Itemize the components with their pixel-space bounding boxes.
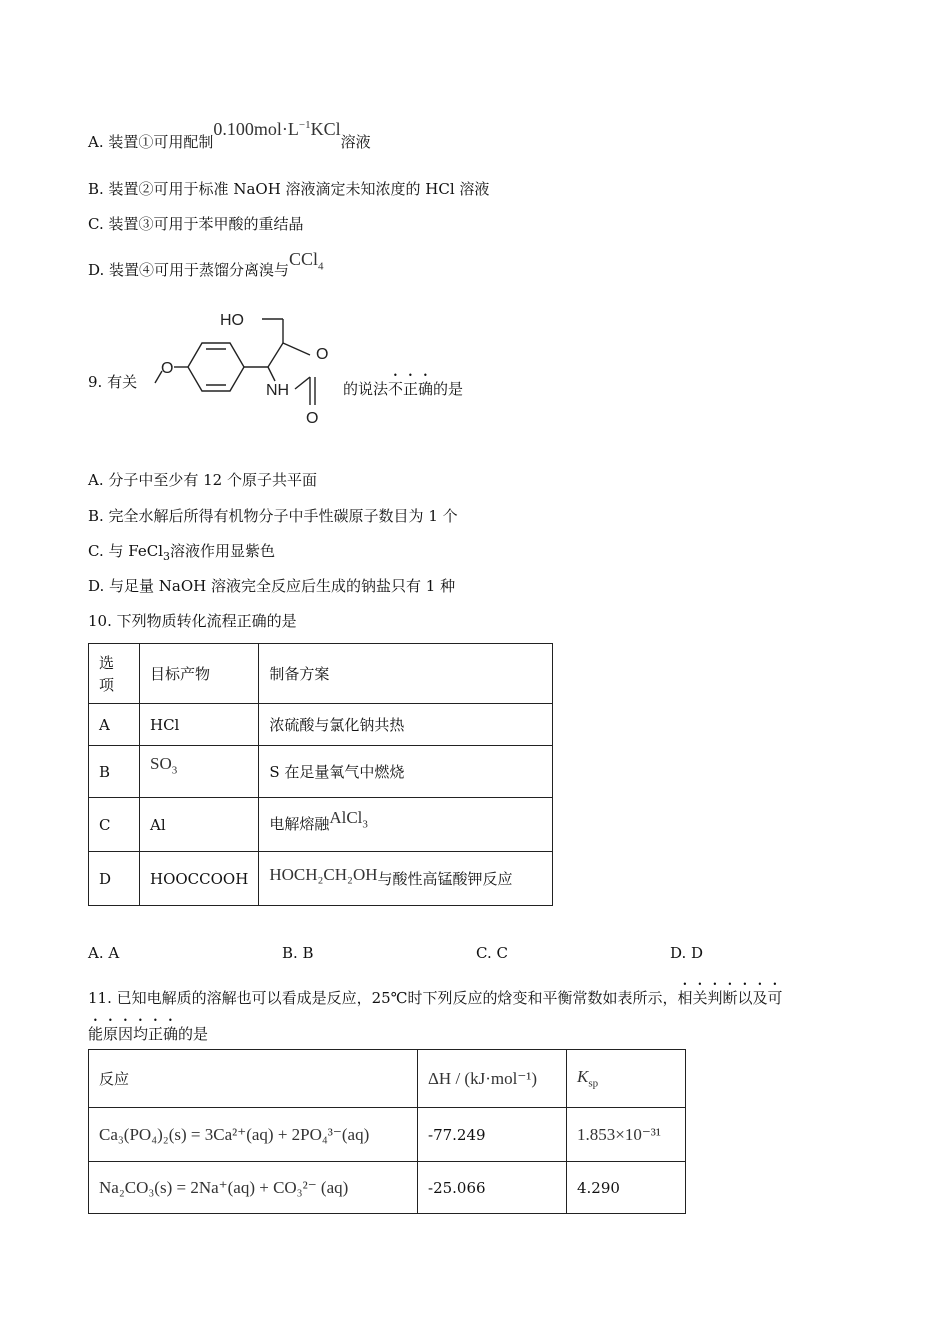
table-row [89, 798, 553, 852]
cell-enthalpy: -77.249 [418, 1108, 567, 1162]
q9-mol-label-o2: O [316, 346, 329, 363]
q9-molecule-structure [150, 305, 340, 435]
cell-reaction: Ca₃(PO₄)₂(s) = 3Ca²⁺(aq) + 2PO₄³⁻(aq) [89, 1108, 418, 1162]
table-header-row [89, 644, 553, 704]
table-row [89, 704, 553, 746]
q9-option-c: C. 与 FeCl$_3$溶液作用显紫色 [88, 542, 276, 563]
table-row [89, 852, 553, 906]
cell-reaction: Na₂CO₃(s) = 2Na⁺(aq) + CO₃²⁻ (aq) [89, 1162, 418, 1214]
q8-option-c: C. 装置③可用于苯甲酸的重结晶 [88, 215, 304, 233]
q11-emphasis-1: 相关判断以及可 [677, 989, 783, 1007]
cell-product: HOOCCOOH [140, 852, 259, 906]
q9-mol-label-o1: O [161, 360, 174, 377]
cell-option: D [89, 852, 140, 906]
q9-option-d: D. 与足量 NaOH 溶液完全反应后生成的钠盐只有 1 种 [88, 577, 456, 595]
cell-option: C [89, 798, 140, 852]
q10-choice-d: D. D [670, 944, 704, 962]
header-reaction: 反应 [89, 1050, 418, 1108]
q10-choice-c: C. C [476, 944, 508, 962]
cell-option: B [89, 746, 140, 798]
table-row [89, 1108, 686, 1162]
q9-mol-label-o3: O [306, 410, 319, 427]
table-row [89, 746, 553, 798]
cell-plan: 电解熔融AlCl$_3$ [259, 798, 553, 852]
q8-option-d: D. 装置④可用于蒸馏分离溴与CCl$_4$ [88, 249, 324, 279]
cell-enthalpy: -25.066 [418, 1162, 567, 1214]
q8-option-b: B. 装置②可用于标准 NaOH 溶液滴定未知浓度的 HCl 溶液 [88, 180, 490, 198]
q8-option-a: A. 装置①可用配制$0.100mol\cdot L^{-1}KCl$溶液 [88, 119, 371, 151]
header-plan: 制备方案 [259, 644, 553, 704]
q8-formula-ccl4: CCl$_4$ [289, 249, 324, 273]
q11-stem-line1: 11. 已知电解质的溶解也可以看成是反应，25℃时下列反应的焓变和平衡常数如表所示，相关判断以及可 [88, 989, 783, 1007]
header-option: 选 项 [89, 644, 140, 704]
cell-product: HCl [140, 704, 259, 746]
header-enthalpy: ΔH / (kJ·mol⁻¹) [418, 1050, 567, 1108]
header-ksp: $K_{sp}$ [567, 1050, 686, 1108]
q10-choice-a: A. A [88, 944, 120, 962]
table-header-row [89, 1050, 686, 1108]
q9-option-a: A. 分子中至少有 12 个原子共平面 [88, 471, 317, 489]
q10-choice-b: B. B [282, 944, 314, 962]
cell-plan: 浓硫酸与氯化钠共热 [259, 704, 553, 746]
q10-title: 10. 下列物质转化流程正确的是 [88, 612, 297, 630]
cell-option: A [89, 704, 140, 746]
q10-table [88, 643, 553, 906]
q11-table [88, 1049, 686, 1214]
q11-stem-line2: 能原因均正确的是 [88, 1025, 209, 1043]
cell-product: $SO_3$ [140, 746, 259, 798]
q8-formula-kcl: $0.100mol\cdot L^{-1}KCl$ [213, 119, 341, 139]
cell-ksp: 1.853×10⁻³¹ [567, 1108, 686, 1162]
cell-plan: HOCH₂CH₂OH与酸性高锰酸钾反应 [259, 852, 553, 906]
q9-mol-label-ho: HO [220, 312, 244, 329]
header-product: 目标产物 [140, 644, 259, 704]
cell-ksp: 4.290 [567, 1162, 686, 1214]
table-row [89, 1162, 686, 1214]
q9-mol-label-nh: NH [266, 382, 290, 399]
q9-emphasis-text: 不正确 [388, 380, 434, 398]
q9-option-b: B. 完全水解后所得有机物分子中手性碳原子数目为 1 个 [88, 507, 458, 525]
cell-plan: S 在足量氧气中燃烧 [259, 746, 553, 798]
q9-stem-suffix: 的说法不正确的是 [343, 380, 464, 398]
q9-prefix: 9. 有关 [88, 373, 138, 391]
q11-emphasis-2: 能原因均正确 [88, 1025, 179, 1043]
cell-product: Al [140, 798, 259, 852]
